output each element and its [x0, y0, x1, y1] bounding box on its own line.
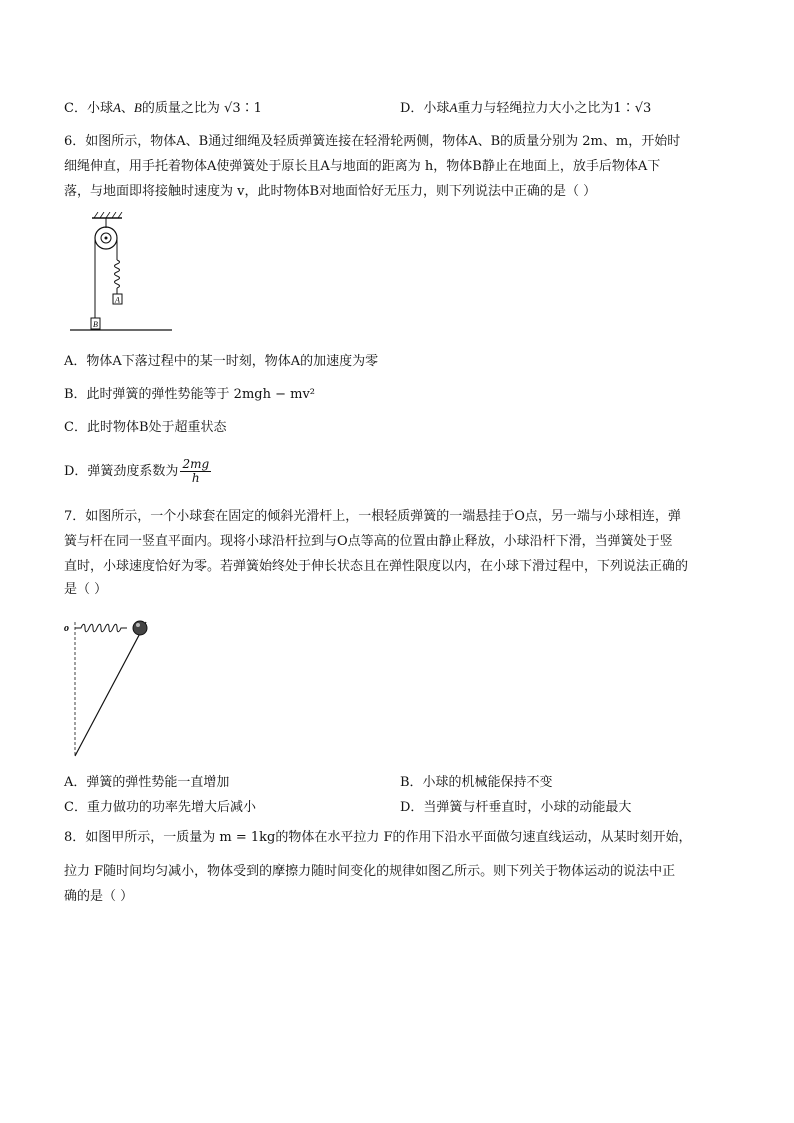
inclined-rod — [75, 622, 146, 756]
ball-highlight — [136, 623, 140, 627]
q7-option-d: D．当弹簧与杆垂直时，小球的动能最大 — [400, 800, 632, 815]
q5-option-c: C．小球A、B的质量之比为 √3∶1 — [64, 100, 262, 116]
fraction: $\frac{2mg}{h}$ — [182, 457, 210, 485]
ceiling-hatch — [94, 212, 122, 218]
q7-option-c: C．重力做功的功率先增大后减小 — [64, 800, 256, 815]
q7-stem-line3: 直时，小球速度恰好为零。若弹簧始终处于伸长状态且在弹性限度以内，在小球下滑过程中，下列说法正确的 — [64, 559, 689, 574]
q8-stem-line1: 8．如图甲所示，一质量为 m = 1kg的物体在水平拉力 F的作用下沿水平面做匀速直线运动，从某时刻开始， — [64, 830, 692, 845]
point-o-label: o — [64, 623, 69, 634]
pulley-axle — [105, 237, 108, 240]
ball — [133, 621, 147, 635]
block-a-label: A — [115, 295, 120, 305]
q6-option-a: A．物体A下落过程中的某一时刻，物体A的加速度为零 — [64, 354, 379, 369]
q6-stem-line2: 细绳伸直，用手托着物体A使弹簧处于原长且A与地面的距离为 h，物体B静止在地面上，放手后物体A下 — [64, 159, 661, 174]
q7-option-a: A．弹簧的弹性势能一直增加 — [64, 775, 230, 790]
q8-stem-line3: 确的是（ ） — [64, 889, 134, 904]
q6-option-b: B．此时弹簧的弹性势能等于 2mgh − mv² — [64, 387, 316, 402]
q6-pulley-figure — [64, 212, 184, 336]
q8-stem-line2: 拉力 F随时间均匀减小，物体受到的摩擦力随时间变化的规律如图乙所示。则下列关于物体运动的说法中正 — [64, 864, 676, 879]
q7-stem-line2: 簧与杆在同一竖直平面内。现将小球沿杆拉到与O点等高的位置由静止释放，小球沿杆下滑，当弹簧处于竖 — [64, 534, 673, 549]
block-b-label: B — [93, 320, 98, 329]
q6-stem-line3: 落，与地面即将接触时速度为 v，此时物体B对地面恰好无压力，则下列说法中正确的是（ ） — [64, 184, 597, 199]
q7-stem-line4: 是（ ） — [64, 582, 108, 597]
sqrt-symbol: √3 — [634, 101, 652, 116]
spring — [75, 624, 127, 632]
q6-option-d: D．弹簧劲度系数为 $\frac{2mg}{h}$ — [64, 457, 210, 485]
q6-option-c: C．此时物体B处于超重状态 — [64, 420, 227, 435]
q7-stem-line1: 7．如图所示，一个小球套在固定的倾斜光滑杆上，一根轻质弹簧的一端悬挂于O点，另一端与小球相连，弹 — [64, 509, 681, 524]
q7-option-b: B．小球的机械能保持不变 — [400, 775, 553, 790]
q7-rod-figure — [62, 612, 162, 762]
sqrt-symbol: √ — [224, 101, 233, 116]
spring — [115, 260, 120, 288]
q5-option-d: D．小球A重力与轻绳拉力大小之比为1∶√3 — [400, 100, 652, 116]
q6-stem-line1: 6．如图所示，物体A、B通过细绳及轻质弹簧连接在轻滑轮两侧，物体A、B的质量分别为 2m、m，开始时 — [64, 134, 681, 149]
